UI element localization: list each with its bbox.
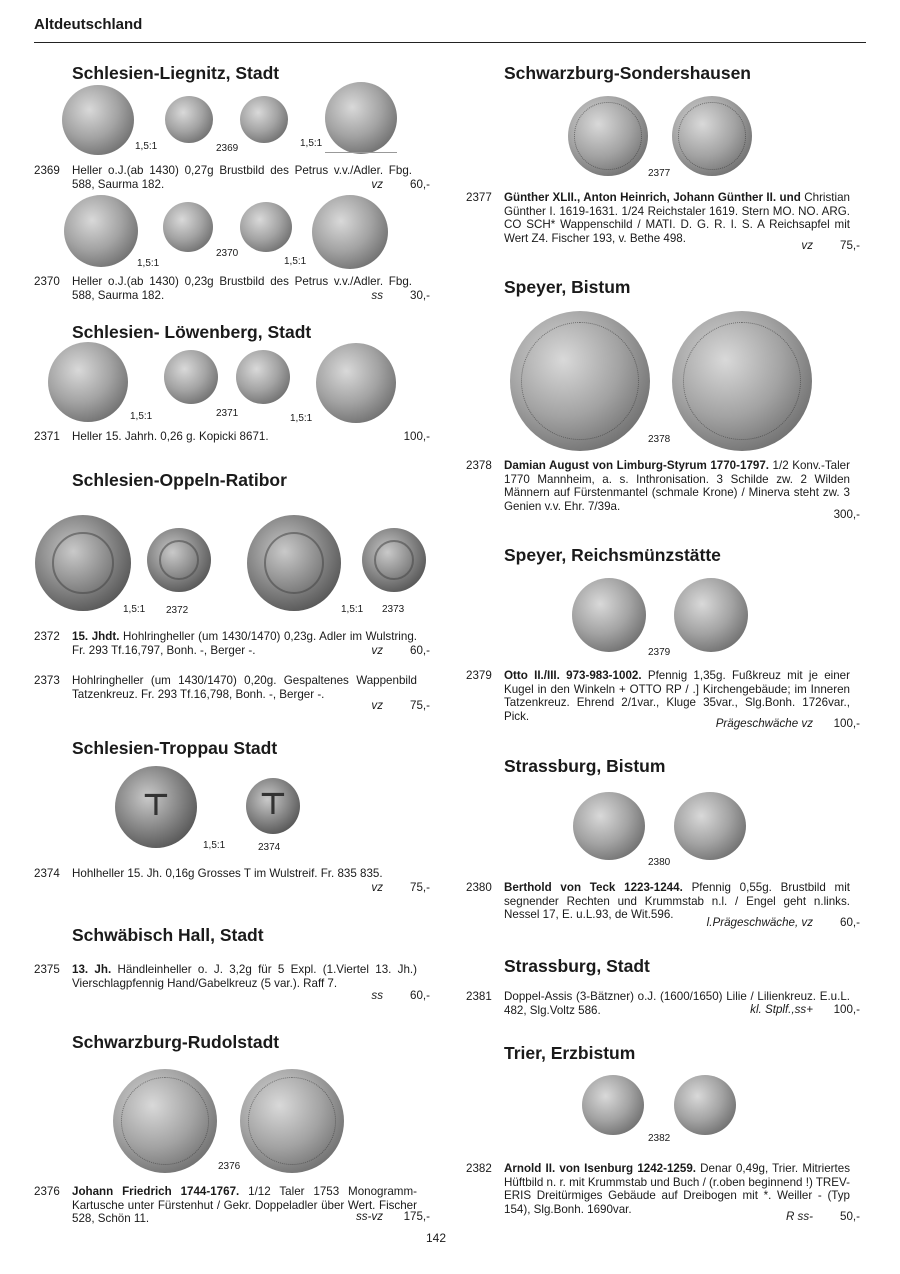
coin-image bbox=[672, 96, 752, 176]
lot-number: 2374 bbox=[34, 867, 60, 880]
section-title: Schlesien- Löwenberg, Stadt bbox=[72, 322, 312, 342]
divider bbox=[325, 152, 397, 153]
coin-image bbox=[240, 96, 288, 143]
coin-image bbox=[147, 528, 211, 592]
lot-price: 75,- bbox=[410, 881, 430, 894]
lot-description bbox=[504, 669, 850, 723]
scale-label: 1,5:1 bbox=[300, 138, 323, 149]
coin-image bbox=[35, 515, 131, 611]
coin-image bbox=[316, 343, 396, 423]
lot-description bbox=[72, 430, 372, 444]
scale-label: 1,5:1 bbox=[123, 604, 146, 615]
scale-label: 1,5:1 bbox=[290, 413, 313, 424]
lot-text: 1/12 Taler 1753 Monogramm-Kartusche unter Fürstenhut / Gekr. Doppeladler über Wert. Fischer 528, Schön 11. bbox=[72, 1185, 417, 1226]
section-title: Speyer, Bistum bbox=[504, 277, 631, 297]
lot-text: Hohlheller 15. Jh. 0,16g Grosses T im Wulstreif. Fr. 835 835. bbox=[72, 867, 383, 880]
coin-image bbox=[240, 202, 292, 252]
page-number: 142 bbox=[426, 1231, 447, 1245]
lot-price: 30,- bbox=[410, 289, 430, 302]
lot-photo-number: 2376 bbox=[218, 1161, 241, 1172]
lot-photo-number: 2377 bbox=[648, 168, 671, 179]
coin-image bbox=[568, 96, 648, 176]
coin-image bbox=[246, 778, 300, 834]
scale-label: 1,5:1 bbox=[341, 604, 364, 615]
lot-price: 75,- bbox=[410, 699, 430, 712]
header-rule bbox=[34, 42, 866, 43]
lot-text: Heller o.J.(ab 1430) 0,23g Brustbild des Petrus v.v./Adler. Fbg. 588, Saurma 182. bbox=[72, 275, 412, 302]
lot-title: Berthold von Teck 1223-1244. bbox=[504, 881, 683, 894]
lot-price: 300,- bbox=[833, 508, 860, 521]
lot-text: Heller o.J.(ab 1430) 0,27g Brustbild des Petrus v.v./Adler. Fbg. 588, Saurma 182. bbox=[72, 164, 412, 191]
scale-label: 1,5:1 bbox=[137, 258, 160, 269]
scale-label: 1,5:1 bbox=[203, 840, 226, 851]
lot-grade: ss bbox=[371, 289, 383, 302]
lot-grade: vz bbox=[801, 239, 813, 252]
section-title: Schlesien-Troppau Stadt bbox=[72, 738, 278, 758]
coin-image bbox=[113, 1069, 217, 1173]
coin-image bbox=[573, 792, 645, 860]
lot-text: Hohlringheller (um 1430/1470) 0,20g. Gespaltenes Wappenbild Tatzenkreuz. Fr. 293 Tf.16,798, Bonh. -, Berger -. bbox=[72, 674, 417, 701]
lot-photo-number: 2380 bbox=[648, 857, 671, 868]
lot-number: 2378 bbox=[466, 459, 492, 472]
lot-price: 60,- bbox=[840, 916, 860, 929]
lot-title: Arnold II. von Isenburg 1242-1259. bbox=[504, 1162, 696, 1175]
coin-image bbox=[48, 342, 128, 422]
coin-image bbox=[64, 195, 138, 267]
section-title: Schlesien-Liegnitz, Stadt bbox=[72, 63, 280, 83]
coin-image bbox=[325, 82, 397, 154]
section-title: Schwäbisch Hall, Stadt bbox=[72, 925, 264, 945]
lot-text: Doppel-Assis (3-Bätzner) o.J. (1600/1650) Lilie / Lilienkreuz. E.u.L. 482, Slg.Voltz 586. bbox=[504, 990, 850, 1017]
section-title: Trier, Erzbistum bbox=[504, 1043, 636, 1063]
coin-image bbox=[115, 766, 197, 848]
lot-price: 60,- bbox=[410, 644, 430, 657]
lot-text: Christian Günther I. 1619-1631. 1/24 Reichstaler 1619. Stern MO. NO. ARG. CO SCH* Wappenschild / MATI. D. G. R. I. S. A Reichsapfel mit Wert Z4. Fischer 193, v. Bethe 498. bbox=[504, 191, 850, 245]
scale-label: 1,5:1 bbox=[130, 411, 153, 422]
lot-grade: Prägeschwäche vz bbox=[715, 717, 813, 730]
coin-image bbox=[240, 1069, 344, 1173]
lot-description bbox=[504, 191, 850, 245]
coin-image bbox=[672, 311, 812, 451]
lot-number: 2370 bbox=[34, 275, 60, 288]
lot-number: 2377 bbox=[466, 191, 492, 204]
page-header: Altdeutschland bbox=[34, 16, 143, 33]
coin-image bbox=[674, 1075, 736, 1135]
lot-title: Otto II./III. 973-983-1002. bbox=[504, 669, 642, 682]
coin-image bbox=[572, 578, 646, 652]
lot-text: Heller 15. Jahrh. 0,26 g. Kopicki 8671. bbox=[72, 430, 269, 443]
lot-text: Pfennig 0,55g. Brustbild mit segnender Rechten und Krummstab n.l. / Engel geht n.links. Nessel 17, E. u.L.93, de Wit.596. bbox=[504, 881, 850, 922]
lot-number: 2375 bbox=[34, 963, 60, 976]
scale-label: 1,5:1 bbox=[135, 141, 158, 152]
lot-grade: vz bbox=[371, 644, 383, 657]
coin-image bbox=[674, 792, 746, 860]
lot-number: 2371 bbox=[34, 430, 60, 443]
lot-price: 60,- bbox=[410, 178, 430, 191]
lot-number: 2373 bbox=[34, 674, 60, 687]
lot-price: 50,- bbox=[840, 1210, 860, 1223]
lot-title: Damian August von Limburg-Styrum 1770-1797. bbox=[504, 459, 770, 472]
lot-number: 2379 bbox=[466, 669, 492, 682]
section-title: Schwarzburg-Sondershausen bbox=[504, 63, 751, 83]
lot-title: 13. Jh. bbox=[72, 963, 112, 976]
lot-text: Hohlringheller (um 1430/1470) 0,23g. Adler im Wulstring. Fr. 293 Tf.16,797, Bonh. -, Berger -. bbox=[72, 630, 417, 657]
lot-number: 2372 bbox=[34, 630, 60, 643]
lot-description bbox=[72, 674, 417, 701]
lot-photo-number: 2373 bbox=[382, 604, 405, 615]
lot-price: 100,- bbox=[833, 1003, 860, 1016]
lot-photo-number: 2369 bbox=[216, 143, 239, 154]
lot-number: 2382 bbox=[466, 1162, 492, 1175]
lot-text: Denar 0,49g, Trier. Mitriertes Hüftbild n. r. mit Krummstab und Buch / (r.oben beginnend !) TREV-ERIS Dreitürmiges Gebäude auf Dreibogen mit *. Weiller - (Typ 154), Slg.Bonh. 1690var. bbox=[504, 1162, 850, 1216]
lot-photo-number: 2382 bbox=[648, 1133, 671, 1144]
lot-photo-number: 2370 bbox=[216, 248, 239, 259]
lot-photo-number: 2374 bbox=[258, 842, 281, 853]
coin-image bbox=[236, 350, 290, 404]
lot-number: 2376 bbox=[34, 1185, 60, 1198]
lot-grade: kl. Stplf.,ss+ bbox=[750, 1003, 813, 1016]
lot-price: 60,- bbox=[410, 989, 430, 1002]
lot-title: Günther XLII., Anton Heinrich, Johann Günther II. und bbox=[504, 191, 801, 204]
lot-grade: l.Prägeschwäche, vz bbox=[706, 916, 813, 929]
section-title: Strassburg, Bistum bbox=[504, 756, 666, 776]
coin-image bbox=[582, 1075, 644, 1135]
lot-price: 175,- bbox=[403, 1210, 430, 1223]
lot-grade: R ss- bbox=[785, 1210, 813, 1223]
lot-number: 2380 bbox=[466, 881, 492, 894]
lot-number: 2369 bbox=[34, 164, 60, 177]
coin-image bbox=[312, 195, 388, 269]
lot-grade: ss-vz bbox=[355, 1210, 383, 1223]
coin-image bbox=[362, 528, 426, 592]
lot-text: 1/2 Konv.-Taler 1770 Mannheim, a. s. Inthronisation. 3 Schilde zw. 2 Wilden Männern auf Fürstenmantel (schmale Krone) / Minerva steht zw. 3 Genien v.v. Ehr. 7/39a. bbox=[504, 459, 850, 513]
lot-photo-number: 2372 bbox=[166, 605, 189, 616]
lot-title: Johann Friedrich 1744-1767. bbox=[72, 1185, 240, 1198]
coin-image bbox=[164, 350, 218, 404]
lot-description bbox=[72, 963, 417, 990]
lot-price: 100,- bbox=[833, 717, 860, 730]
coin-image bbox=[62, 85, 134, 155]
lot-description bbox=[504, 1162, 850, 1216]
lot-price: 75,- bbox=[840, 239, 860, 252]
lot-photo-number: 2379 bbox=[648, 647, 671, 658]
lot-description bbox=[504, 459, 850, 513]
coin-image bbox=[247, 515, 341, 611]
section-title: Strassburg, Stadt bbox=[504, 956, 650, 976]
lot-grade: ss bbox=[371, 989, 383, 1002]
section-title: Schlesien-Oppeln-Ratibor bbox=[72, 470, 287, 490]
lot-text: Händleinheller o. J. 3,2g für 5 Expl. (1.Viertel 13. Jh.) Vierschlagpfennig Hand/Gabelkreuz (5 var.). Raff 7. bbox=[72, 963, 418, 990]
lot-title: 15. Jhdt. bbox=[72, 630, 120, 643]
lot-text: Pfennig 1,35g. Fußkreuz mit je einer Kugel in den Winkeln + OTTO RP / .] Kirchengebäude; im Inneren Tatzenkreuz. Ehrend 2/1var., Kluge 35var., Slg.Bonh. 1726var., Pick. bbox=[504, 669, 850, 723]
lot-description bbox=[72, 867, 417, 881]
coin-image bbox=[163, 202, 213, 252]
lot-grade: vz bbox=[371, 699, 383, 712]
lot-number: 2381 bbox=[466, 990, 492, 1003]
lot-photo-number: 2371 bbox=[216, 408, 239, 419]
section-title: Schwarzburg-Rudolstadt bbox=[72, 1032, 280, 1052]
lot-price: 100,- bbox=[403, 430, 430, 443]
scale-label: 1,5:1 bbox=[284, 256, 307, 267]
lot-grade: vz bbox=[371, 178, 383, 191]
lot-photo-number: 2378 bbox=[648, 434, 671, 445]
lot-grade: vz bbox=[371, 881, 383, 894]
coin-image bbox=[510, 311, 650, 451]
section-title: Speyer, Reichsmünzstätte bbox=[504, 545, 721, 565]
coin-image bbox=[674, 578, 748, 652]
coin-image bbox=[165, 96, 213, 143]
